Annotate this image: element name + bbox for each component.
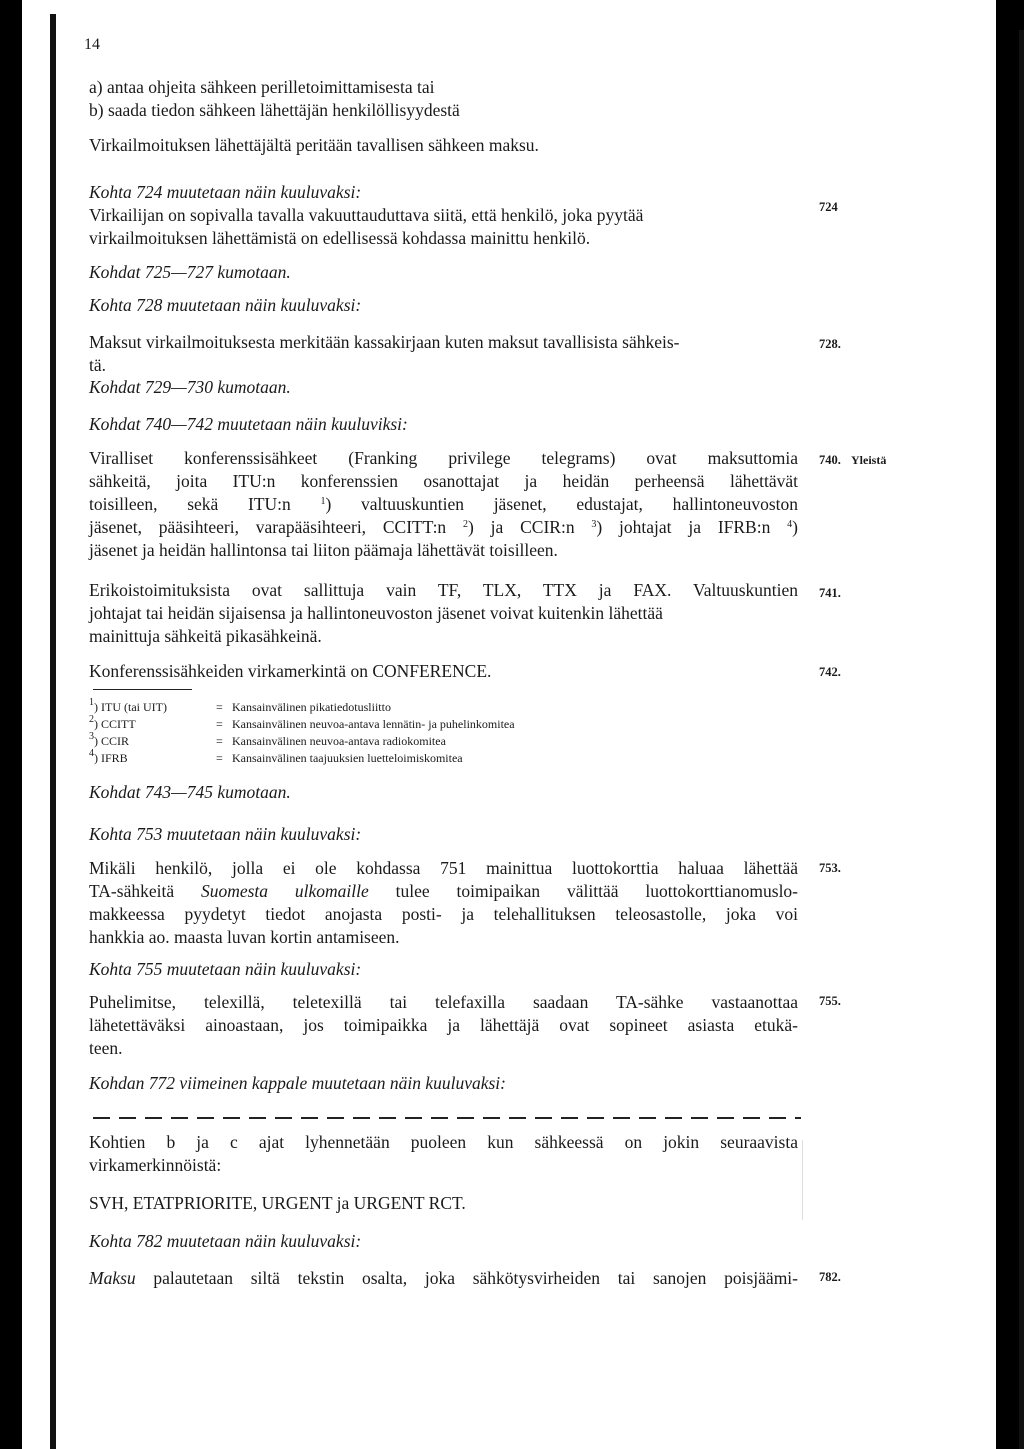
footnote-eq: = <box>216 717 223 731</box>
footnote-ref: 3 <box>591 519 597 530</box>
paragraph-line: Maksut virkailmoituksesta merkitään kassakirjaan kuten maksut tavallisista sähkeis- <box>89 332 680 352</box>
footnote-desc: Kansainvälinen neuvoa-antava lennätin- ja puhelinkomitea <box>232 717 515 731</box>
margin-note-753: 753. <box>819 861 841 875</box>
footnote-mark-number: 2 <box>89 714 94 725</box>
paragraph-line: Viralliset konferenssisähkeet (Franking privilege telegrams) ovat maksuttomia <box>89 448 798 468</box>
footnote-mark-number: 1 <box>89 697 94 708</box>
section-heading-729-730: Kohdat 729—730 kumotaan. <box>89 377 291 397</box>
scan-artifact-line <box>802 1140 803 1220</box>
margin-note-728: 728. <box>819 337 841 351</box>
text-span: TA-sähkeitä <box>89 881 201 901</box>
paragraph-line: Mikäli henkilö, jolla ei ole kohdassa 751 mainittua luottokorttia haluaa lähettää <box>89 858 798 878</box>
text-span: ) valtuuskuntien jäsenet, edustajat, hallintoneuvoston <box>325 494 798 514</box>
scan-edge-left <box>50 14 56 1449</box>
text-span-italic: Maksu <box>89 1268 136 1288</box>
margin-note-724: 724 <box>819 200 838 214</box>
section-heading-782: Kohta 782 muutetaan näin kuuluvaksi: <box>89 1231 362 1251</box>
paragraph-line: teen. <box>89 1038 123 1058</box>
text-span: toisilleen, sekä ITU:n <box>89 494 321 514</box>
paragraph-line: jäsenet ja heidän hallintonsa tai liiton päämaja lähettävät toisilleen. <box>89 540 558 560</box>
margin-note-741: 741. <box>819 586 841 600</box>
paragraph-line: mainittuja sähkeitä pikasähkeinä. <box>89 626 322 646</box>
margin-note-label: Yleistä <box>851 453 887 467</box>
footnote-term: ITU (tai UIT) <box>101 700 167 714</box>
footnote-mark: $^3$) <box>89 731 98 748</box>
section-heading-772: Kohdan 772 viimeinen kappale muutetaan näin kuuluvaksi: <box>89 1073 507 1093</box>
paragraph-line: Puhelimitse, telexillä, teletexillä tai telefaxilla saadaan TA-sähke vastaanottaa <box>89 992 798 1012</box>
section-heading-728: Kohta 728 muutetaan näin kuuluvaksi: <box>89 295 362 315</box>
footnote-eq: = <box>216 751 223 765</box>
text-span: ) ja CCIR:n <box>468 517 592 537</box>
paragraph-line <box>89 493 798 517</box>
footnote-term: IFRB <box>101 751 128 765</box>
footnote-mark-number: 3 <box>89 731 94 742</box>
paragraph-line: Kohtien b ja c ajat lyhennetään puoleen kun sähkeessä on jokin seuraavista <box>89 1132 798 1152</box>
paragraph-line: Konferenssisähkeiden virkamerkintä on CONFERENCE. <box>89 661 492 681</box>
footnote-eq: = <box>216 734 223 748</box>
footnote-mark: $^1$) <box>89 697 98 714</box>
paragraph-line: johtajat tai heidän sijaisensa ja hallintoneuvoston jäsenet voivat kuitenkin lähettää <box>89 603 663 623</box>
margin-note-755: 755. <box>819 994 841 1008</box>
paragraph-line: virkamerkinnöistä: <box>89 1155 222 1175</box>
footnote-term: CCIR <box>101 734 130 748</box>
paragraph-line <box>89 516 798 540</box>
paragraph-line: SVH, ETATPRIORITE, URGENT ja URGENT RCT. <box>89 1193 466 1213</box>
text-span: jäsenet, pääsihteeri, varapääsihteeri, CCITT:n <box>89 517 464 537</box>
margin-note-782: 782. <box>819 1270 841 1284</box>
list-item-b: b) saada tiedon sähkeen lähettäjän henkilöllisyydestä <box>89 100 460 120</box>
footnote-ref: 1 <box>320 496 326 507</box>
section-heading-725-727: Kohdat 725—727 kumotaan. <box>89 262 291 282</box>
text-span-italic: Suomesta ulkomaille <box>200 881 369 901</box>
list-item-a: a) antaa ohjeita sähkeen perilletoimittamisesta tai <box>89 77 435 97</box>
margin-note-740: 740. <box>819 453 841 467</box>
scan-edge-right <box>1019 30 1024 1449</box>
dashed-omission-line <box>93 1117 801 1119</box>
footnote-desc: Kansainvälinen taajuuksien luetteloimiskomitea <box>232 751 463 765</box>
paragraph-line: makkeessa pyydetyt tiedot anojasta posti- ja telehallituksen teleosastolle, joka voi <box>89 904 798 924</box>
paragraph-line: Erikoistoimituksista ovat sallittuja vain TF, TLX, TTX ja FAX. Valtuuskuntien <box>89 580 798 600</box>
section-heading-740-742: Kohdat 740—742 muutetaan näin kuuluviksi: <box>89 414 408 434</box>
paragraph-line: Virkailmoituksen lähettäjältä peritään tavallisen sähkeen maksu. <box>89 135 539 155</box>
section-heading-753: Kohta 753 muutetaan näin kuuluvaksi: <box>89 824 362 844</box>
paragraph-line <box>89 1267 798 1291</box>
page-number: 14 <box>84 36 100 53</box>
text-span: ) <box>792 517 798 537</box>
footnote-desc: Kansainvälinen neuvoa-antava radiokomitea <box>232 734 446 748</box>
text-span: tulee toimipaikan välittää luottokorttianomuslo- <box>368 881 799 901</box>
text-span: palautetaan siltä tekstin osalta, joka sähkötysvirheiden tai sanojen poisjäämi- <box>135 1268 798 1288</box>
paragraph-line: hankkia ao. maasta luvan kortin antamiseen. <box>89 927 400 947</box>
section-heading-743-745: Kohdat 743—745 kumotaan. <box>89 782 291 802</box>
paragraph-line: virkailmoituksen lähettämistä on edellisessä kohdassa mainittu henkilö. <box>89 228 591 248</box>
paragraph-line: sähkeitä, joita ITU:n konferenssien osanottajat ja heidän perheensä lähettävät <box>89 471 798 491</box>
footnote-ref: 2 <box>463 519 469 530</box>
paragraph-line <box>89 880 798 904</box>
paragraph-line: tä. <box>89 355 107 375</box>
section-heading-755: Kohta 755 muutetaan näin kuuluvaksi: <box>89 959 362 979</box>
section-heading-724: Kohta 724 muutetaan näin kuuluvaksi: <box>89 182 362 202</box>
footnote-mark: $^4$) <box>89 748 98 765</box>
margin-note-742: 742. <box>819 665 841 679</box>
footnote-term: CCITT <box>101 717 136 731</box>
paragraph-line: lähetettäväksi ainoastaan, jos toimipaikka ja lähettäjä ovat sopineet asiasta etukä- <box>89 1015 798 1035</box>
footnote-ref: 4 <box>787 519 793 530</box>
footnote-mark-number: 4 <box>89 748 94 759</box>
footnote-mark: $^2$) <box>89 714 98 731</box>
paragraph-line: Virkailijan on sopivalla tavalla vakuuttauduttava siitä, että henkilö, joka pyytää <box>89 205 644 225</box>
text-span: ) johtajat ja IFRB:n <box>596 517 788 537</box>
footnote-eq: = <box>216 700 223 714</box>
footnote-separator <box>93 689 192 690</box>
footnote-desc: Kansainvälinen pikatiedotusliitto <box>232 700 391 714</box>
